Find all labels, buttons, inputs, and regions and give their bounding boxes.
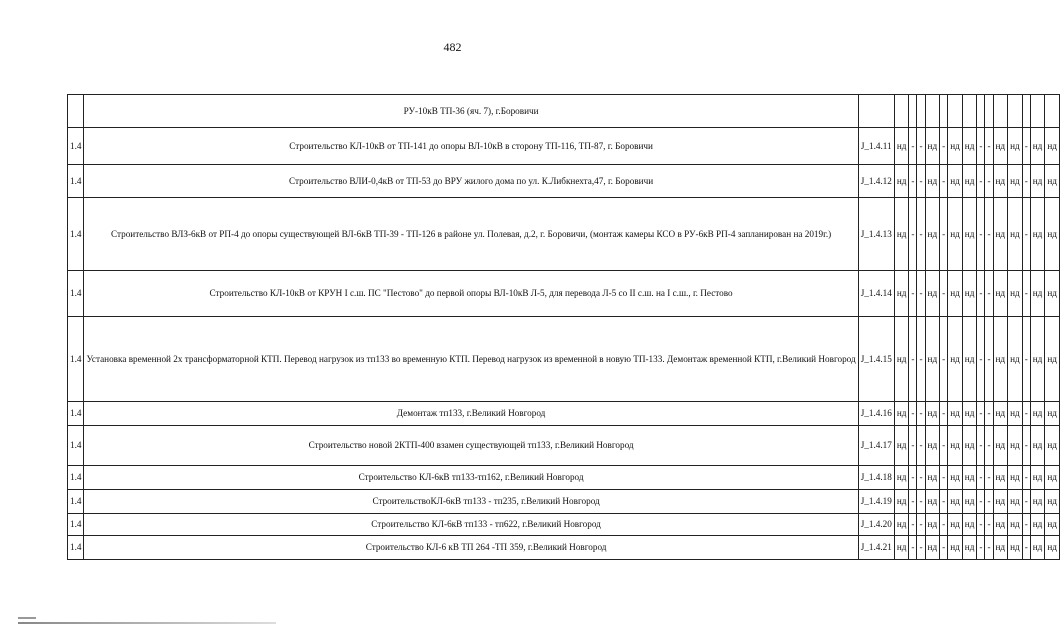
code-cell: J_1.4.21 (858, 536, 894, 560)
work-name-cell: Строительство КЛ-10кВ от КРУН I с.ш. ПС "Пестово" до первой опоры ВЛ-10кВ Л-5, для перевода Л-5 со II с.ш. на I с.ш., г. Пестово (84, 271, 858, 317)
value-cell-c13: нд (1030, 466, 1045, 490)
table-body (68, 95, 1060, 560)
value-cell-c11: нд (1008, 426, 1023, 466)
value-cell-c4: нд (925, 490, 940, 514)
value-cell-c1: нд (894, 317, 909, 402)
table-row (68, 198, 1060, 271)
value-cell-c11: нд (1008, 317, 1023, 402)
table-row (68, 317, 1060, 402)
value-cell-c14: нд (1045, 198, 1060, 271)
value-cell-c8: - (977, 128, 985, 165)
value-cell-c4: нд (925, 536, 940, 560)
value-cell-c5: - (940, 402, 948, 426)
value-cell-c12: - (1022, 514, 1030, 536)
value-cell-c8: - (977, 466, 985, 490)
value-cell-c5: - (940, 317, 948, 402)
code-cell: J_1.4.13 (858, 198, 894, 271)
code-cell: J_1.4.20 (858, 514, 894, 536)
value-cell-c12: - (1022, 402, 1030, 426)
value-cell-c14: нд (1045, 271, 1060, 317)
value-cell-c11: нд (1008, 271, 1023, 317)
value-cell-c8: - (977, 490, 985, 514)
value-cell-c6: нд (948, 466, 963, 490)
value-cell-c1: нд (894, 271, 909, 317)
value-cell-c9: - (985, 128, 993, 165)
value-cell-c4: нд (925, 514, 940, 536)
code-cell: J_1.4.12 (858, 165, 894, 198)
work-name-cell: РУ-10кВ ТП-36 (яч. 7), г.Боровичи (84, 95, 858, 128)
work-name-cell: СтроительствоКЛ-6кВ тп133 - тп235, г.Великий Новгород (84, 490, 858, 514)
value-cell-c4: нд (925, 165, 940, 198)
work-name-cell: Установка временной 2х трансформаторной КТП. Перевод нагрузок из тп133 во временную КТП. Перевод нагрузок из временной в новую ТП-133. Демонтаж временной КТП, г.Великий Новгород (84, 317, 858, 402)
value-cell-c7: нд (962, 128, 977, 165)
value-cell-c10: нд (993, 128, 1008, 165)
value-cell-c14: нд (1045, 536, 1060, 560)
value-cell-c3: - (917, 128, 925, 165)
value-cell-c10: нд (993, 466, 1008, 490)
table-row (68, 165, 1060, 198)
value-cell-c12: - (1022, 198, 1030, 271)
section-cell (68, 95, 84, 128)
value-cell-c3: - (917, 165, 925, 198)
table-row (68, 490, 1060, 514)
work-name-cell: Строительство КЛ-6кВ тп133-тп162, г.Великий Новгород (84, 466, 858, 490)
table-row (68, 426, 1060, 466)
work-name-cell: Демонтаж тп133, г.Великий Новгород (84, 402, 858, 426)
table-row (68, 271, 1060, 317)
value-cell-c10: нд (993, 165, 1008, 198)
value-cell-c5: - (940, 165, 948, 198)
value-cell-c4: нд (925, 271, 940, 317)
work-name-cell: Строительство ВЛИ-0,4кВ от ТП-53 до ВРУ жилого дома по ул. К.Либкнехта,47, г. Боровичи (84, 165, 858, 198)
value-cell-c14: нд (1045, 426, 1060, 466)
value-cell-c4: нд (925, 198, 940, 271)
value-cell-c8: - (977, 536, 985, 560)
value-cell-c14: нд (1045, 128, 1060, 165)
value-cell-c9: - (985, 514, 993, 536)
code-cell: J_1.4.18 (858, 466, 894, 490)
value-cell-c11: нд (1008, 536, 1023, 560)
value-cell-c14: нд (1045, 490, 1060, 514)
value-cell-c12: - (1022, 165, 1030, 198)
value-cell-c8: - (977, 165, 985, 198)
value-cell-c10: нд (993, 198, 1008, 271)
table-row-continued (68, 95, 1060, 128)
value-cell-c1: нд (894, 402, 909, 426)
value-cell-c2: - (909, 514, 917, 536)
value-cell-c8: - (977, 514, 985, 536)
value-cell-c8: - (977, 317, 985, 402)
value-cell-c9: - (985, 466, 993, 490)
value-cell-c7: нд (962, 536, 977, 560)
value-cell-c5: - (940, 536, 948, 560)
value-cell-c13: нд (1030, 514, 1045, 536)
value-cell-c10: нд (993, 490, 1008, 514)
value-cell-c12: - (1022, 490, 1030, 514)
table-row (68, 402, 1060, 426)
value-cell-c2: - (909, 128, 917, 165)
value-cell-c13: нд (1030, 536, 1045, 560)
section-cell: 1.4 (68, 128, 84, 165)
value-cell-c8: - (977, 402, 985, 426)
value-cell-c6: нд (948, 490, 963, 514)
value-cell-c14: нд (1045, 466, 1060, 490)
value-cell-c9: - (985, 536, 993, 560)
value-cell-c7: нд (962, 402, 977, 426)
section-cell: 1.4 (68, 536, 84, 560)
value-cell-c2: - (909, 466, 917, 490)
value-cell-c4: нд (925, 317, 940, 402)
value-cell-c5: - (940, 426, 948, 466)
value-cell-c6: нд (948, 514, 963, 536)
value-cell-c10: нд (993, 514, 1008, 536)
code-cell: J_1.4.14 (858, 271, 894, 317)
value-cell-c1: нд (894, 514, 909, 536)
value-cell-c6: нд (948, 128, 963, 165)
value-cell-c10: нд (993, 402, 1008, 426)
value-cell-c6: нд (948, 165, 963, 198)
value-cell-c7: нд (962, 514, 977, 536)
value-cell-c5: - (940, 198, 948, 271)
value-cell-c3: - (917, 536, 925, 560)
value-cell-c2: - (909, 165, 917, 198)
value-cell-c7: нд (962, 165, 977, 198)
value-cell-c11: нд (1008, 466, 1023, 490)
value-cell-c11: нд (1008, 198, 1023, 271)
value-cell-c11: нд (1008, 490, 1023, 514)
code-cell: J_1.4.19 (858, 490, 894, 514)
value-cell-c7: нд (962, 317, 977, 402)
value-cell-c1: нд (894, 128, 909, 165)
work-name-cell: Строительство новой 2КТП-400 взамен существующей тп133, г.Великий Новгород (84, 426, 858, 466)
footer-rule (18, 622, 276, 624)
value-cell-c3: - (917, 198, 925, 271)
value-cell-c1: нд (894, 536, 909, 560)
value-cell-c2: - (909, 426, 917, 466)
work-name-cell: Строительство КЛ-6кВ тп133 - тп622, г.Великий Новгород (84, 514, 858, 536)
value-cell-c14: нд (1045, 165, 1060, 198)
page-number: 482 (443, 40, 462, 54)
value-cell-c2: - (909, 271, 917, 317)
work-name-cell: Строительство ВЛЗ-6кВ от РП-4 до опоры существующей ВЛ-6кВ ТП-39 - ТП-126 в районе ул. Полевая, д.2, г. Боровичи, (монтаж камеры КСО в РУ-6кВ РП-4 запланирован на 2019г.) (84, 198, 858, 271)
table-row (68, 536, 1060, 560)
value-cell-c4: нд (925, 466, 940, 490)
value-cell-c12: - (1022, 426, 1030, 466)
value-cell-c13: нд (1030, 402, 1045, 426)
value-cell-c9: - (985, 490, 993, 514)
value-cell-c13: нд (1030, 271, 1045, 317)
value-cell-c4: нд (925, 128, 940, 165)
section-cell: 1.4 (68, 490, 84, 514)
value-cell-c6: нд (948, 271, 963, 317)
value-cell-c2: - (909, 402, 917, 426)
value-cell-c9: - (985, 165, 993, 198)
value-cell-c8: - (977, 271, 985, 317)
code-cell: J_1.4.11 (858, 128, 894, 165)
value-cell-c2: - (909, 536, 917, 560)
value-cell-c6: нд (948, 536, 963, 560)
value-cell-c3: - (917, 426, 925, 466)
value-cell-c9: - (985, 317, 993, 402)
value-cell-c7: нд (962, 198, 977, 271)
value-cell-c1: нд (894, 426, 909, 466)
value-cell-c4: нд (925, 402, 940, 426)
value-cell-c1: нд (894, 165, 909, 198)
section-cell: 1.4 (68, 426, 84, 466)
value-cell-c5: - (940, 514, 948, 536)
value-cell-c10: нд (993, 426, 1008, 466)
value-cell-c6: нд (948, 317, 963, 402)
value-cell-c10: нд (993, 317, 1008, 402)
section-cell: 1.4 (68, 198, 84, 271)
value-cell-c9: - (985, 426, 993, 466)
value-cell-c11: нд (1008, 514, 1023, 536)
value-cell-c11: нд (1008, 402, 1023, 426)
value-cell-c12: - (1022, 466, 1030, 490)
value-cell-c6: нд (948, 426, 963, 466)
section-cell: 1.4 (68, 514, 84, 536)
work-name-cell: Строительство КЛ-10кВ от ТП-141 до опоры ВЛ-10кВ в сторону ТП-116, ТП-87, г. Боровичи (84, 128, 858, 165)
value-cell-c9: - (985, 402, 993, 426)
code-cell: J_1.4.16 (858, 402, 894, 426)
section-cell: 1.4 (68, 271, 84, 317)
footer-mark (18, 617, 36, 619)
work-name-cell: Строительство КЛ-6 кВ ТП 264 -ТП 359, г.Великий Новгород (84, 536, 858, 560)
value-cell-c12: - (1022, 317, 1030, 402)
table-row (68, 514, 1060, 536)
value-cell-c13: нд (1030, 198, 1045, 271)
code-cell: J_1.4.15 (858, 317, 894, 402)
value-cell-c5: - (940, 271, 948, 317)
value-cell-c5: - (940, 466, 948, 490)
value-cell-c8: - (977, 426, 985, 466)
value-cell-c14: нд (1045, 317, 1060, 402)
section-cell: 1.4 (68, 402, 84, 426)
value-cell-c3: - (917, 402, 925, 426)
value-cell-c12: - (1022, 128, 1030, 165)
value-cell-c3: - (917, 490, 925, 514)
value-cell-c10: нд (993, 271, 1008, 317)
value-cell-c9: - (985, 271, 993, 317)
code-cell: J_1.4.17 (858, 426, 894, 466)
value-cell-c13: нд (1030, 426, 1045, 466)
value-cell-c3: - (917, 514, 925, 536)
value-cell-c12: - (1022, 271, 1030, 317)
value-cell-c13: нд (1030, 490, 1045, 514)
value-cell-c1: нд (894, 466, 909, 490)
value-cell-c3: - (917, 466, 925, 490)
value-cell-c11: нд (1008, 128, 1023, 165)
value-cell-c5: - (940, 128, 948, 165)
value-cell-c7: нд (962, 490, 977, 514)
value-cell-c11: нд (1008, 165, 1023, 198)
value-cell-c9: - (985, 198, 993, 271)
value-cell-c8: - (977, 198, 985, 271)
value-cell-c13: нд (1030, 128, 1045, 165)
section-cell: 1.4 (68, 466, 84, 490)
value-cell-c2: - (909, 198, 917, 271)
value-cell-c7: нд (962, 466, 977, 490)
value-cell-c7: нд (962, 426, 977, 466)
value-cell-c13: нд (1030, 317, 1045, 402)
value-cell-c10: нд (993, 536, 1008, 560)
value-cell-c1: нд (894, 198, 909, 271)
value-cell-c1: нд (894, 490, 909, 514)
value-cell-c6: нд (948, 198, 963, 271)
value-cell-c7: нд (962, 271, 977, 317)
value-cell-c2: - (909, 317, 917, 402)
value-cell-c3: - (917, 271, 925, 317)
section-cell: 1.4 (68, 317, 84, 402)
value-cell-c12: - (1022, 536, 1030, 560)
value-cell-c6: нд (948, 402, 963, 426)
value-cell-c3: - (917, 317, 925, 402)
value-cell-c13: нд (1030, 165, 1045, 198)
value-cell-c14: нд (1045, 514, 1060, 536)
value-cell-c5: - (940, 490, 948, 514)
value-cell-c2: - (909, 490, 917, 514)
section-cell: 1.4 (68, 165, 84, 198)
table-row (68, 128, 1060, 165)
data-table (67, 94, 1060, 560)
table-row (68, 466, 1060, 490)
value-cell-c4: нд (925, 426, 940, 466)
value-cell-c14: нд (1045, 402, 1060, 426)
